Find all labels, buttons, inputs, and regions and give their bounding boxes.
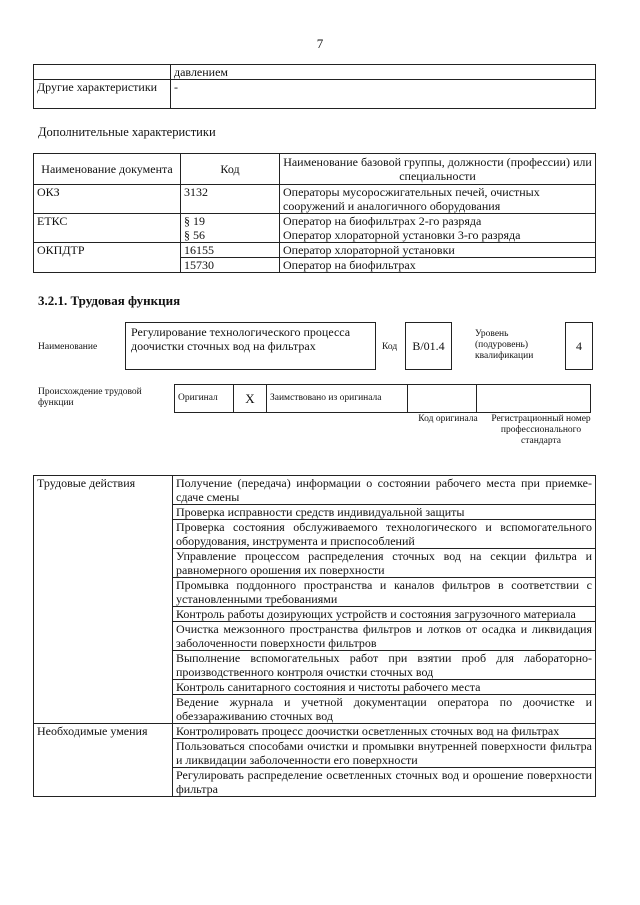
qualification-level-label: Уровень (подуровень) квалификации <box>475 329 534 361</box>
original-code-cell <box>408 385 477 413</box>
labor-action-item: Проверка исправности средств индивидуальной защиты <box>173 505 596 520</box>
labor-action-item: Контроль санитарного состояния и чистоты рабочего места <box>173 680 596 695</box>
table-cell: 16155 <box>181 243 280 258</box>
function-code-value: B/01.4 <box>405 322 452 370</box>
table-row <box>34 185 596 214</box>
origin-label: Происхождение трудовой функции <box>38 387 142 408</box>
table-cell: ОКПДТР <box>34 243 181 273</box>
table-row <box>34 214 596 243</box>
labor-action-item: Контроль работы дозирующих устройств и состояния загрузочного материала <box>173 607 596 622</box>
table-row <box>34 476 596 505</box>
table-row <box>34 80 596 109</box>
table-row <box>175 385 591 413</box>
function-name-label: Наименование <box>38 342 98 352</box>
labor-function-table <box>33 475 596 797</box>
original-code-caption: Код оригинала <box>418 414 478 424</box>
function-name-value: Регулирование технологического процесса доочистки сточных вод на фильтрах <box>125 322 376 370</box>
table-cell: Оператор на биофильтрах <box>280 258 596 273</box>
registration-number-cell <box>477 385 591 413</box>
original-cell: Оригинал <box>175 385 234 413</box>
table-cell <box>181 214 280 243</box>
column-header: Код <box>181 154 280 185</box>
table-cell: Операторы мусоросжигательных печей, очистных сооружений и аналогичного оборудования <box>280 185 596 214</box>
table-cell: ОКЗ <box>34 185 181 214</box>
function-code-label: Код <box>382 342 398 352</box>
skill-item: Пользоваться способами очистки и промывки внутренней поверхности фильтра и ликвидации заболоченности его поверхности <box>173 739 596 768</box>
borrowed-cell: Заимствовано из оригинала <box>267 385 408 413</box>
table-cell <box>280 214 596 243</box>
labor-action-item: Очистка межзонного пространства фильтров и лотков от осадка и ликвидация заболоченности поверхности фильтров <box>173 622 596 651</box>
table-cell: Другие характеристики <box>34 80 171 109</box>
column-header: Наименование базовой группы, должности (профессии) или специальности <box>280 154 596 185</box>
origin-table <box>174 384 591 413</box>
table-cell <box>34 65 171 80</box>
column-header: Наименование документа <box>34 154 181 185</box>
table-header-row <box>34 154 596 185</box>
continuation-table <box>33 64 596 109</box>
table-cell: - <box>171 80 596 109</box>
necessary-skills-heading: Необходимые умения <box>34 724 173 797</box>
table-cell: давлением <box>171 65 596 80</box>
labor-action-item: Управление процессом распределения сточных вод на секции фильтра и равномерного орошения их поверхности <box>173 549 596 578</box>
labor-action-item: Выполнение вспомогательных работ при взятии проб для лабораторно-производственного контроля очистки сточных вод <box>173 651 596 680</box>
page-number: 7 <box>316 36 324 51</box>
table-cell: Оператор хлораторной установки <box>280 243 596 258</box>
table-row <box>34 65 596 80</box>
additional-characteristics-title: Дополнительные характеристики <box>38 125 216 139</box>
name-line: Оператор хлораторной установки 3-го разряда <box>283 228 521 242</box>
labor-action-item: Промывка поддонного пространства и каналов фильтров в соответствии с установленными требованиями <box>173 578 596 607</box>
code-line: § 56 <box>184 228 205 242</box>
table-row <box>34 243 596 258</box>
labor-action-item: Ведение журнала и учетной документации оператора по доочистке и обеззараживанию сточных вод <box>173 695 596 724</box>
section-title: 3.2.1. Трудовая функция <box>38 293 181 308</box>
table-cell: 15730 <box>181 258 280 273</box>
labor-actions-heading: Трудовые действия <box>34 476 173 724</box>
table-row <box>34 724 596 739</box>
additional-characteristics-table <box>33 153 596 273</box>
labor-action-item: Получение (передача) информации о состоянии рабочего места при приемке-сдаче смены <box>173 476 596 505</box>
code-line: § 19 <box>184 214 205 228</box>
skill-item: Контролировать процесс доочистки осветленных сточных вод на фильтрах <box>173 724 596 739</box>
name-line: Оператор на биофильтрах 2-го разряда <box>283 214 482 228</box>
table-cell: 3132 <box>181 185 280 214</box>
skill-item: Регулировать распределение осветленных сточных вод и орошение поверхности фильтра <box>173 768 596 797</box>
original-mark: X <box>234 385 267 413</box>
labor-function-table-body <box>34 476 596 797</box>
table-cell: ЕТКС <box>34 214 181 243</box>
qualification-level-value: 4 <box>565 322 593 370</box>
registration-number-caption: Регистрационный номер профессионального стандарта <box>491 414 591 446</box>
labor-action-item: Проверка состояния обслуживаемого технологического и вспомогательного оборудования, инструмента и приспособлений <box>173 520 596 549</box>
